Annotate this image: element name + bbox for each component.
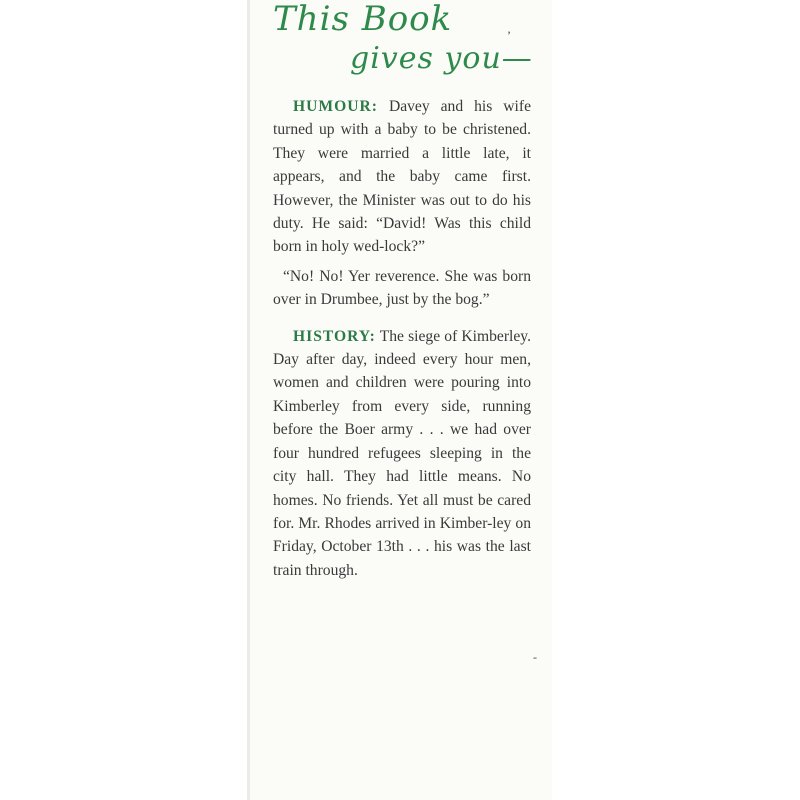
headline-line-2: gives you— [350,41,533,76]
humour-reply: “No! No! Yer reverence. She was born over in Drumbee, just by the bog.” [273,267,531,309]
print-speck: ’ [507,28,511,42]
humour-text: Davey and his wife turned up with a baby to be christened. They were married a little late, it appears, and the baby came first. However, the Minister was out to do his duty. He said: “David! Was this child born in holy wed-lock?” [273,98,531,256]
article-body [273,95,531,582]
history-text: The siege of Kimberley. Day after day, indeed every hour men, women and children were pouring into Kimberley from every side, running before the Boer army . . . we had over four hundred refugees sleeping in the city hall. They had little means. No homes. No friends. Yet all must be cared for. Mr. Rhodes arrived in Kimber-ley on Friday, October 13th . . . his was the last train through. [273,327,531,579]
clipping-edge [247,0,250,800]
humour-reply-paragraph [273,265,531,312]
humour-label: HUMOUR: [293,98,378,115]
history-paragraph [273,325,531,582]
humour-paragraph [273,95,531,259]
history-label: HISTORY: [293,327,376,345]
headline-line-1: This Book [273,0,453,39]
print-speck: - [533,650,537,664]
